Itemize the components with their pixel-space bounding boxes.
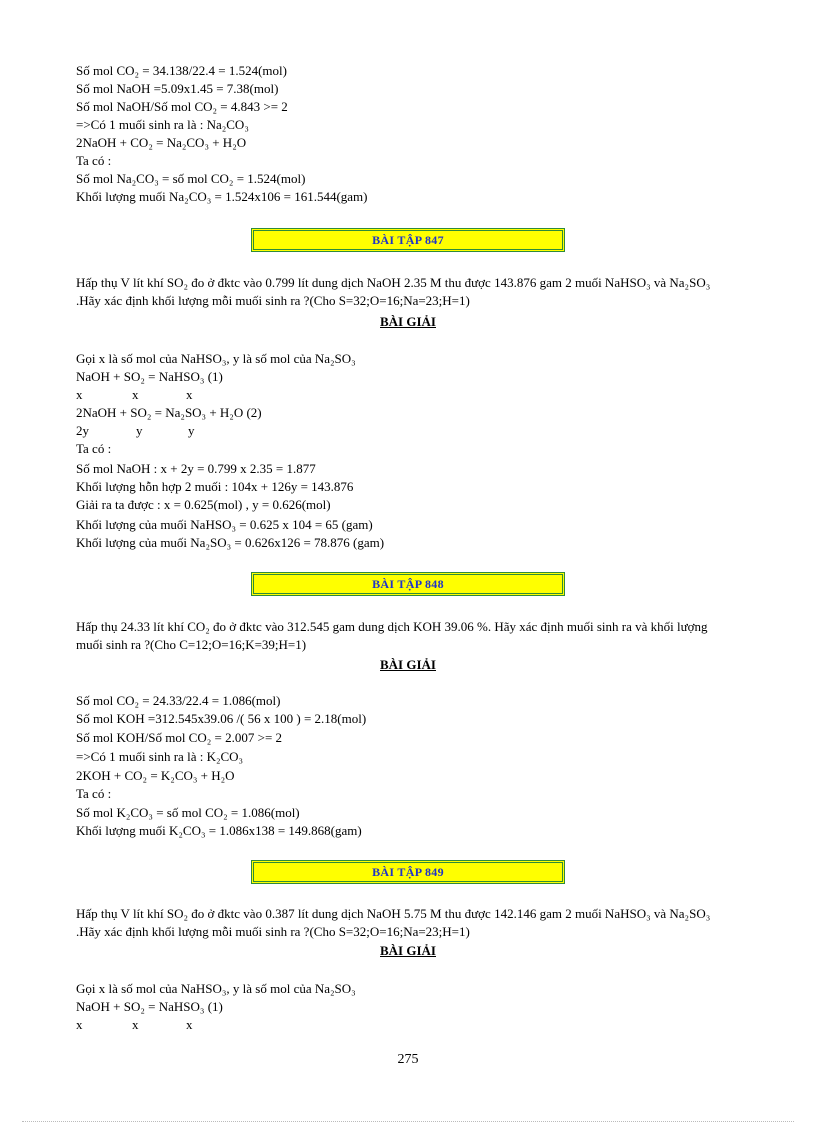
solution-line: Giải ra ta được : x = 0.625(mol) , y = 0.626(mol) xyxy=(76,497,331,512)
exercise-banner-847 xyxy=(251,228,565,252)
solution-heading: BÀI GIẢI xyxy=(380,657,436,672)
solution-line: Ta có : xyxy=(76,441,112,456)
solution-heading: BÀI GIẢI xyxy=(380,943,436,958)
stoich-value: x xyxy=(132,387,139,402)
solution-line: Số mol NaOH : x + 2y = 0.799 x 2.35 = 1.877 xyxy=(76,461,316,476)
solution-line: Số mol KOH/Số mol CO₂ = 2.007 >= 2 xyxy=(76,730,283,745)
solution-line: 2KOH + CO₂ = K₂CO₃ + H₂O xyxy=(76,768,235,783)
solution-line: Số mol K₂CO₃ = số mol CO₂ = 1.086(mol) xyxy=(76,805,300,820)
problem-statement: Hấp thụ 24.33 lít khí CO₂ đo ở đktc vào 312.545 gam dung dịch KOH 39.06 %. Hãy xác định muối sinh ra và khối lượng muối sinh ra ?(Cho C=12;O=16;K=39;H=1) xyxy=(76,619,708,652)
stoich-value: x xyxy=(76,387,83,402)
solution-line: Số mol CO₂ = 24.33/22.4 = 1.086(mol) xyxy=(76,693,281,708)
exercise-title: BÀI TẬP 848 xyxy=(372,576,444,591)
solution-line: Khối lượng của muối NaHSO₃ = 0.625 x 104 = 65 (gam) xyxy=(76,517,373,532)
stoich-value: y xyxy=(136,423,143,438)
solution-line: =>Có 1 muối sinh ra là : K₂CO₃ xyxy=(76,749,244,764)
solution-line: 2NaOH + SO₂ = Na₂SO₃ + H₂O (2) xyxy=(76,405,262,420)
solution-line: Khối lượng muối Na₂CO₃ = 1.524x106 = 161.544(gam) xyxy=(76,189,368,204)
exercise-title: BÀI TẬP 849 xyxy=(372,864,444,879)
solution-line: 2NaOH + CO₂ = Na₂CO₃ + H₂O xyxy=(76,135,247,150)
solution-line: Khối lượng của muối Na₂SO₃ = 0.626x126 = 78.876 (gam) xyxy=(76,535,385,550)
solution-line: NaOH + SO₂ = NaHSO₃ (1) xyxy=(76,999,223,1014)
stoich-value: x xyxy=(186,1017,193,1032)
solution-line: NaOH + SO₂ = NaHSO₃ (1) xyxy=(76,369,223,384)
solution-line: Gọi x là số mol của NaHSO₃, y là số mol của Na₂SO₃ xyxy=(76,351,356,366)
page-number: 275 xyxy=(397,1052,419,1067)
solution-heading: BÀI GIẢI xyxy=(380,314,436,329)
problem-statement: Hấp thụ V lít khí SO₂ đo ở đktc vào 0.799 lít dung dịch NaOH 2.35 M thu được 143.876 gam 2 muối NaHSO₃ và Na₂SO₃ .Hãy xác định khối lượng mỗi muối sinh ra ?(Cho S=32;O=16;Na=23;H=1) xyxy=(76,275,711,308)
stoich-value: x xyxy=(76,1017,83,1032)
exercise-banner-849 xyxy=(251,860,565,884)
solution-line: Khối lượng hỗn hợp 2 muối : 104x + 126y = 143.876 xyxy=(76,479,354,494)
solution-line: Số mol Na₂CO₃ = số mol CO₂ = 1.524(mol) xyxy=(76,171,306,186)
exercise-banner-848 xyxy=(251,572,565,596)
stoich-value: x xyxy=(186,387,193,402)
exercise-title: BÀI TẬP 847 xyxy=(372,232,444,247)
stoich-value: x xyxy=(132,1017,139,1032)
stoich-value: y xyxy=(188,423,195,438)
solution-line: Ta có : xyxy=(76,153,112,168)
solution-line: Gọi x là số mol của NaHSO₃, y là số mol của Na₂SO₃ xyxy=(76,981,356,996)
solution-line: =>Có 1 muối sinh ra là : Na₂CO₃ xyxy=(76,117,249,132)
stoich-value: 2y xyxy=(76,423,89,438)
solution-line: Số mol CO₂ = 34.138/22.4 = 1.524(mol) xyxy=(76,63,287,78)
solution-line: Số mol NaOH =5.09x1.45 = 7.38(mol) xyxy=(76,81,279,96)
solution-line: Số mol KOH =312.545x39.06 /( 56 x 100 ) = 2.18(mol) xyxy=(76,711,367,726)
solution-line: Số mol NaOH/Số mol CO₂ = 4.843 >= 2 xyxy=(76,99,288,114)
footer-divider xyxy=(22,1121,794,1122)
solution-line: Khối lượng muối K₂CO₃ = 1.086x138 = 149.868(gam) xyxy=(76,823,362,838)
problem-statement: Hấp thụ V lít khí SO₂ đo ở đktc vào 0.387 lít dung dịch NaOH 5.75 M thu được 142.146 gam 2 muối NaHSO₃ và Na₂SO₃ .Hãy xác định khối lượng mỗi muối sinh ra ?(Cho S=32;O=16;Na=23;H=1) xyxy=(76,906,711,939)
solution-line: Ta có : xyxy=(76,786,112,801)
